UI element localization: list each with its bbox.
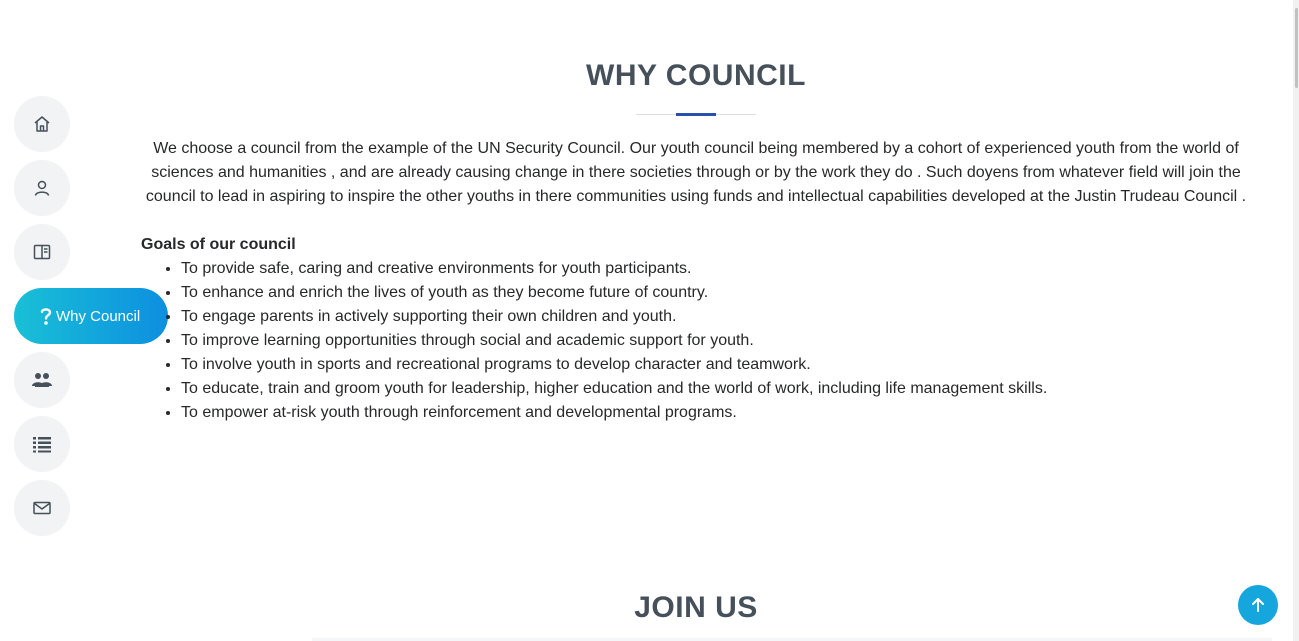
goals-list bbox=[141, 257, 1047, 425]
goals-heading: Goals of our council bbox=[141, 236, 296, 253]
back-to-top-button[interactable] bbox=[1238, 585, 1278, 625]
list-item: • To educate, train and groom youth for leadership, higher education and the world of work, including life management skills. bbox=[181, 377, 1047, 401]
nav-item-about[interactable] bbox=[14, 160, 70, 216]
list-item: • To provide safe, caring and creative environments for youth participants. bbox=[181, 257, 1047, 281]
section-title-why-council: WHY COUNCIL bbox=[586, 59, 806, 92]
nav-label: Why Council bbox=[56, 307, 141, 325]
group-icon bbox=[14, 352, 70, 408]
nav-item-contact[interactable] bbox=[14, 480, 70, 536]
book-icon bbox=[14, 224, 70, 280]
nav-item-home[interactable] bbox=[14, 96, 70, 152]
nav-item-team[interactable] bbox=[14, 352, 70, 408]
arrow-up-icon bbox=[1250, 597, 1266, 613]
section-title-join-us: JOIN US bbox=[634, 591, 758, 624]
list-item: • To improve learning opportunities through social and academic support for youth. bbox=[181, 329, 1047, 353]
title-divider-accent bbox=[676, 113, 716, 116]
nav-item-services[interactable] bbox=[14, 416, 70, 472]
envelope-icon bbox=[14, 480, 70, 536]
person-icon bbox=[14, 160, 70, 216]
list-item: • To empower at-risk youth through reinforcement and developmental programs. bbox=[181, 401, 1047, 425]
nav-item-resume[interactable] bbox=[14, 224, 70, 280]
home-icon bbox=[14, 96, 70, 152]
list-icon bbox=[14, 416, 70, 472]
question-icon bbox=[14, 288, 56, 344]
scrollbar[interactable] bbox=[1293, 0, 1299, 641]
list-item: • To involve youth in sports and recreational programs to develop character and teamwork. bbox=[181, 353, 1047, 377]
intro-paragraph: We choose a council from the example of the UN Security Council. Our youth council being membered by a cohort of experienced youth from the world of sciences and humanities , and are already causing change in there societies through or by the work they do . Such doyens from whatever field will join the council to lead in aspiring to inspire the other youths in there communities using funds and intellectual capabilities developed at the Justin Trudeau Council . bbox=[145, 140, 1247, 205]
list-item: • To enhance and enrich the lives of youth as they become future of country. bbox=[181, 281, 1047, 305]
list-item: • To engage parents in actively supporting their own children and youth. bbox=[181, 305, 1047, 329]
title-divider bbox=[636, 114, 756, 115]
scrollbar-thumb[interactable] bbox=[1295, 8, 1298, 88]
